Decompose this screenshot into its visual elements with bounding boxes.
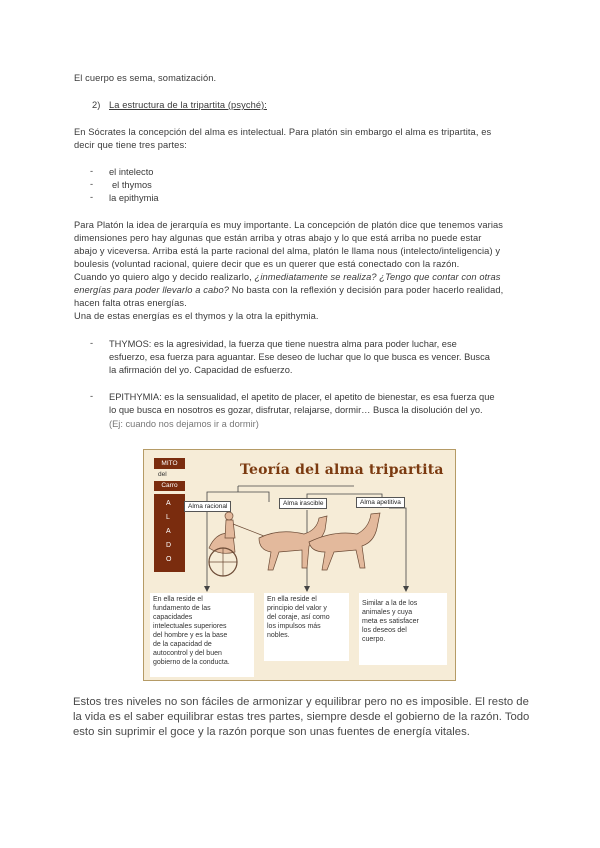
bullet-dash: -	[90, 166, 94, 176]
box1-line: intelectuales superiores	[153, 623, 227, 630]
box2-line: los impulsos más	[267, 623, 321, 630]
box2-line: En ella reside el	[267, 596, 317, 603]
box3-line: Similar a la de los	[362, 600, 418, 607]
epithymia-line-1: EPITHYMIA: es la sensualidad, el apetito de placer, el apetito de bienestar, es esa fuerza que	[109, 392, 495, 402]
label-alma-racional: Alma racional	[184, 501, 231, 512]
paragraph-somatizacion: El cuerpo es sema, somatización.	[74, 73, 217, 83]
chariot-horses-illustration	[199, 508, 389, 588]
box1-line: autocontrol y del buen	[153, 650, 222, 657]
thymos-line-2: esfuerzo, esa fuerza para aguantar. Ese deseo de luchar que lo que busca es vencer. Busca	[109, 352, 490, 362]
paragraph-energies-line-2: Una de estas energías es el thymos y la otra la epithymia.	[74, 311, 319, 321]
epithymia-line-2: lo que busca en nosotros es gozar, disfrutar, relajarse, dormir… Busca la disolución del yo.	[109, 405, 483, 415]
box3-line: animales y cuya	[362, 609, 413, 616]
question-lead: Cuando yo quiero algo y decido realizarlo,	[74, 272, 255, 282]
closing-line-1: Estos tres niveles no son fáciles de armonizar y equilibrar pero no es imposible. El resto de	[73, 696, 529, 708]
paragraph-energies-line-1: hacen falta otras energías.	[74, 298, 187, 308]
box1-line: de la capacidad de	[153, 641, 212, 648]
example-note: (Ej: cuando nos dejamos ir a dormir)	[109, 419, 259, 429]
box1-line: En ella reside el	[153, 596, 203, 603]
paragraph-socrates-line-2: decir que tiene tres partes:	[74, 140, 187, 150]
thymos-line-1: THYMOS: es la agresividad, la fuerza que tiene nuestra alma para poder luchar, ese	[109, 339, 457, 349]
letter-a: A	[166, 500, 171, 507]
box2-line: nobles.	[267, 632, 290, 639]
box1-line: gobierno de la conducta.	[153, 659, 230, 666]
paragraph-question-line-1	[74, 271, 501, 284]
paragraph-question-line-2	[74, 284, 503, 297]
box-alma-apetitiva	[359, 593, 447, 665]
bullet-dash: -	[90, 391, 94, 401]
list-item-epithymia: la epithymia	[109, 193, 159, 203]
closing-line-2: la vida es el saber equilibrar estas tres partes, siempre desde el gobierno de la razón. Todo	[73, 711, 530, 723]
list-item-intelecto: el intelecto	[109, 167, 154, 177]
closing-line-3: esto sin suprimir el goce y la razón porque son unas fuentes de energía vitales.	[73, 726, 470, 738]
label-alma-irascible: Alma irascible	[279, 498, 327, 509]
letter-a2: A	[166, 528, 171, 535]
box2-line: principio del valor y	[267, 605, 327, 612]
letter-d: D	[166, 542, 172, 549]
question-italic-2: energías para poder llevarlo a cabo?	[74, 285, 230, 295]
letter-l: L	[166, 514, 170, 521]
label-alma-apetitiva: Alma apetitiva	[356, 497, 405, 508]
figure-title: Teoría del alma tripartita	[240, 462, 444, 478]
paragraph-jerarquia-line-4: boulesis (voluntad racional, quiere decir que es un querer que está conectado con la razón.	[74, 259, 460, 269]
letter-o: O	[166, 556, 172, 563]
mito-label: MITO	[154, 458, 185, 469]
box1-line: del hombre y es la base	[153, 632, 228, 639]
heading-number: 2)	[92, 100, 101, 110]
box3-line: cuerpo.	[362, 636, 386, 643]
box1-line: capacidades	[153, 614, 193, 621]
paragraph-jerarquia-line-2: dimensiones pero hay algunas que están arriba y otras abajo y lo que está arriba no puede estar	[74, 233, 482, 243]
box3-line: los deseos del	[362, 627, 407, 634]
bullet-dash: -	[90, 179, 94, 189]
thymos-line-3: la afirmación del yo. Capacidad de esfuerzo.	[109, 365, 293, 375]
box3-line: meta es satisfacer	[362, 618, 419, 625]
paragraph-socrates-line-1: En Sócrates la concepción del alma es intelectual. Para platón sin embargo el alma es tripartita, es	[74, 127, 492, 137]
paragraph-jerarquia-line-3: abajo y viceversa. Arriba está la parte racional del alma, platón le llama nous (intelecto/inteligencia) y	[74, 246, 501, 256]
carro-label: Carro	[154, 481, 185, 491]
bullet-dash: -	[90, 338, 94, 348]
question-italic-1: ¿inmediatamente se realiza? ¿Tengo que contar con otras	[254, 272, 501, 282]
tripartite-soul-figure	[143, 449, 456, 681]
box-alma-racional	[150, 593, 254, 677]
section-heading: La estructura de la tripartita (psyché):	[109, 100, 267, 110]
list-item-thymos: el thymos	[112, 180, 152, 190]
box1-line: fundamento de las	[153, 605, 211, 612]
del-label: del	[158, 471, 167, 478]
box2-line: del coraje, así como	[267, 614, 330, 621]
bullet-dash: -	[90, 192, 94, 202]
question-tail: No basta con la reflexión y decisión para poder hacerlo realidad,	[229, 285, 504, 295]
box-alma-irascible	[264, 593, 349, 661]
paragraph-jerarquia-line-1: Para Platón la idea de jerarquía es muy importante. La concepción de platón dice que tenemos varias	[74, 220, 504, 230]
